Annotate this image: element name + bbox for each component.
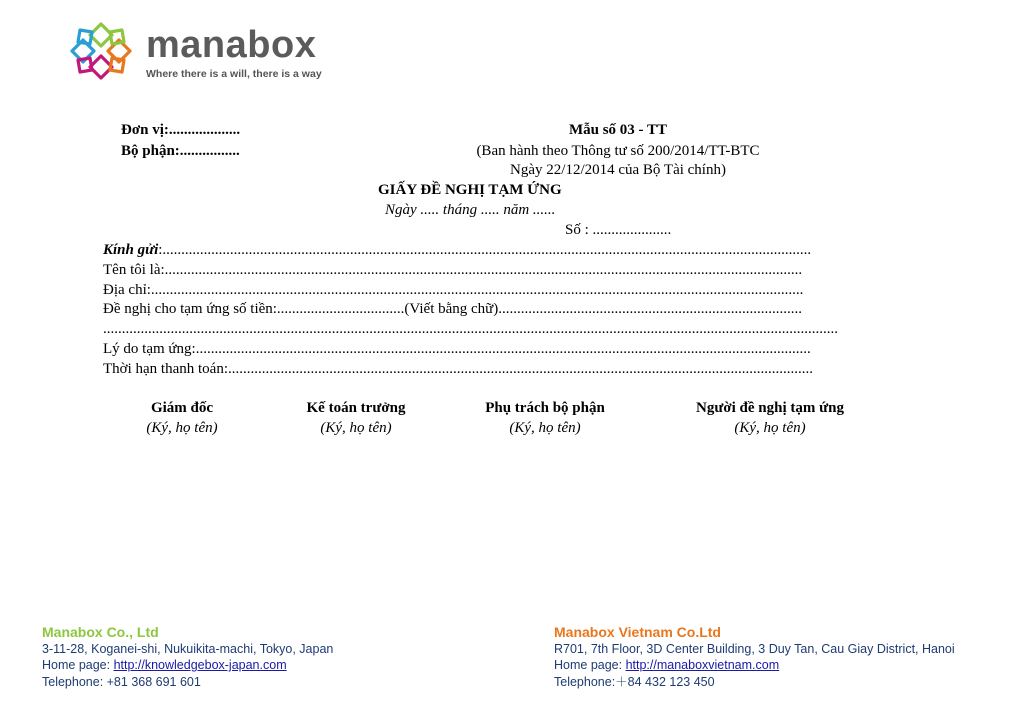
manabox-logo-icon — [68, 20, 134, 82]
address-line: Địa chỉ:.............................................................................................................................................................................. — [103, 282, 804, 298]
logo-wordmark: manabox — [146, 24, 317, 66]
unit-field: Đơn vị:................... — [121, 122, 241, 138]
recipient-line — [103, 241, 882, 259]
homepage-label: Home page: — [42, 658, 114, 672]
footer-left — [42, 624, 333, 690]
homepage-link-japan[interactable]: http://knowledgebox-japan.com — [113, 658, 287, 672]
signature-role: Giám đốc — [150, 400, 214, 416]
signature-note: (Ký, họ tên) — [320, 420, 392, 436]
reason-line: Lý do tạm ứng:.................................................................................................................................................................... — [103, 341, 811, 357]
recipient-label: Kính gửi — [103, 242, 159, 258]
document-number: Số : ..................... — [565, 222, 672, 238]
department-field: Bộ phận:................ — [121, 143, 240, 159]
document-title: GIẤY ĐỀ NGHỊ TẠM ỨNG — [378, 182, 562, 198]
homepage-label: Home page: — [554, 658, 626, 672]
signature-note: (Ký, họ tên) — [146, 420, 218, 436]
company-name-vietnam: Manabox Vietnam Co.Ltd — [554, 624, 721, 640]
homepage-link-vietnam[interactable]: http://manaboxvietnam.com — [625, 658, 780, 672]
logo-tagline: Where there is a will, there is a way — [146, 68, 322, 80]
recipient-dots: :............................................................................................................................................................................. — [158, 242, 812, 258]
footer-right — [554, 624, 955, 690]
telephone-vietnam: Telephone:＋84 432 123 450 — [554, 674, 715, 689]
homepage-row-japan — [42, 657, 333, 674]
signature-role: Phụ trách bộ phận — [485, 400, 605, 416]
payment-deadline-line: Thời hạn thanh toán:............................................................................................................................................................ — [103, 361, 813, 377]
signature-role: Kế toán trưởng — [306, 400, 406, 416]
issued-date: Ngày 22/12/2014 của Bộ Tài chính) — [510, 162, 726, 178]
issued-by: (Ban hành theo Thông tư số 200/2014/TT-BTC — [476, 143, 760, 159]
company-address-japan: 3-11-28, Koganei-shi, Nukuikita-machi, Tokyo, Japan — [42, 641, 334, 656]
telephone-japan: Telephone: +81 368 691 601 — [42, 674, 201, 689]
amount-line: Đề nghị cho tạm ứng số tiền:..................................(Viết bằng chữ)................................................................................. — [103, 301, 803, 317]
name-line: Tên tôi là:.......................................................................................................................................................................... — [103, 262, 803, 278]
company-address-vietnam: R701, 7th Floor, 3D Center Building, 3 Duy Tan, Cau Giay District, Hanoi — [554, 641, 955, 656]
signature-note: (Ký, họ tên) — [509, 420, 581, 436]
date-line: Ngày ..... tháng ..... năm ...... — [385, 202, 556, 218]
form-number: Mẫu số 03 - TT — [568, 122, 668, 138]
blank-line: .................................................................................................................................................................................................... — [103, 321, 838, 337]
signature-role: Người đề nghị tạm ứng — [696, 400, 844, 416]
company-name-japan: Manabox Co., Ltd — [42, 624, 159, 640]
signature-note: (Ký, họ tên) — [734, 420, 806, 436]
homepage-row-vietnam — [554, 657, 955, 674]
